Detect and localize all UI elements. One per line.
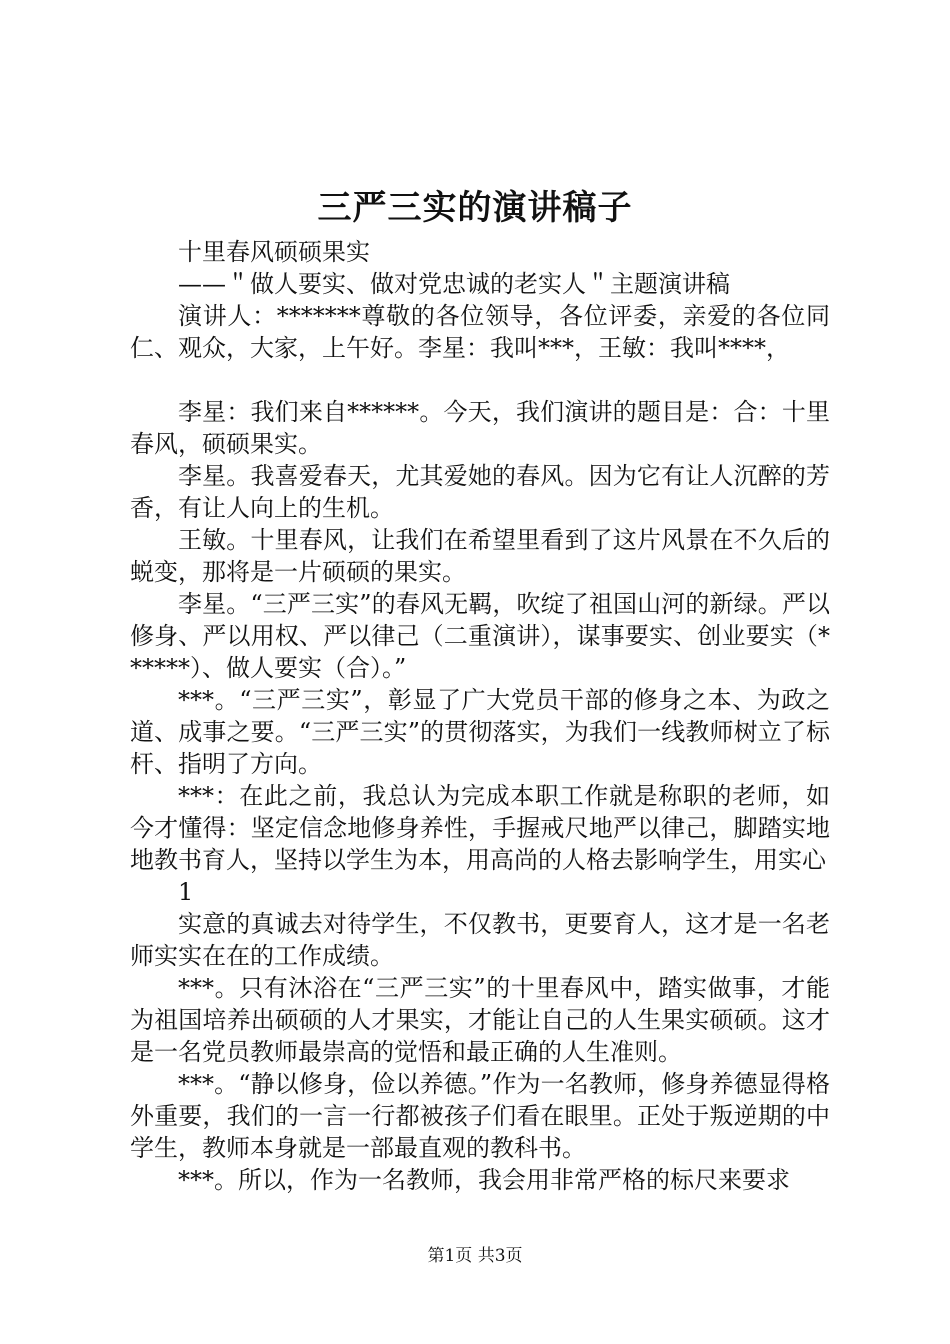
paragraph: 李星：我们来自******。今天，我们演讲的题目是：合：十里春风，硕硕果实。: [130, 398, 830, 458]
inline-page-number: 1: [178, 878, 194, 906]
paragraph-subtitle: 十里春风硕硕果实: [178, 238, 370, 266]
paragraph: ***。“静以修身，俭以养德。”作为一名教师，修身养德显得格外重要，我们的一言一行都被孩子们看在眼里。正处于叛逆期的中学生，教师本身就是一部最直观的教科书。: [130, 1070, 830, 1162]
paragraph: 李星。我喜爱春天，尤其爱她的春风。因为它有让人沉醉的芳香，有让人向上的生机。: [130, 462, 830, 522]
paragraph: 王敏。十里春风，让我们在希望里看到了这片风景在不久后的蜕变，那将是一片硕硕的果实。: [130, 526, 830, 586]
paragraph-theme: ——＂做人要实、做对党忠诚的老实人＂主题演讲稿: [178, 270, 730, 298]
document-title: 三严三实的演讲稿子: [317, 188, 633, 228]
paragraph-greeting: 演讲人：*******尊敬的各位领导，各位评委，亲爱的各位同仁、观众，大家，上午好。李星：我叫***，王敏：我叫****，: [130, 302, 830, 362]
paragraph: ***。只有沐浴在“三严三实”的十里春风中，踏实做事，才能为祖国培养出硕硕的人才果实，才能让自己的人生果实硕硕。这才是一名党员教师最崇高的觉悟和最正确的人生准则。: [130, 974, 830, 1066]
paragraph: 李星。“三严三实”的春风无羁，吹绽了祖国山河的新绿。严以修身、严以用权、严以律己（二重演讲），谋事要实、创业要实（******）、做人要实（合）。”: [130, 590, 830, 682]
paragraph: 实意的真诚去对待学生，不仅教书，更要育人，这才是一名老师实实在在的工作成绩。: [130, 910, 830, 970]
paragraph: ***。所以，作为一名教师，我会用非常严格的标尺来要求: [178, 1166, 790, 1194]
document-body: [130, 236, 830, 1196]
paragraph: ***：在此之前，我总认为完成本职工作就是称职的老师，如今才懂得：坚定信念地修身养性，手握戒尺地严以律己，脚踏实地地教书育人，坚持以学生为本，用高尚的人格去影响学生，用实心: [130, 782, 830, 874]
page-footer: 第1页 共3页: [427, 1246, 523, 1266]
paragraph: ***。“三严三实”，彰显了广大党员干部的修身之本、为政之道、成事之要。“三严三实”的贯彻落实，为我们一线教师树立了标杆、指明了方向。: [130, 686, 830, 778]
